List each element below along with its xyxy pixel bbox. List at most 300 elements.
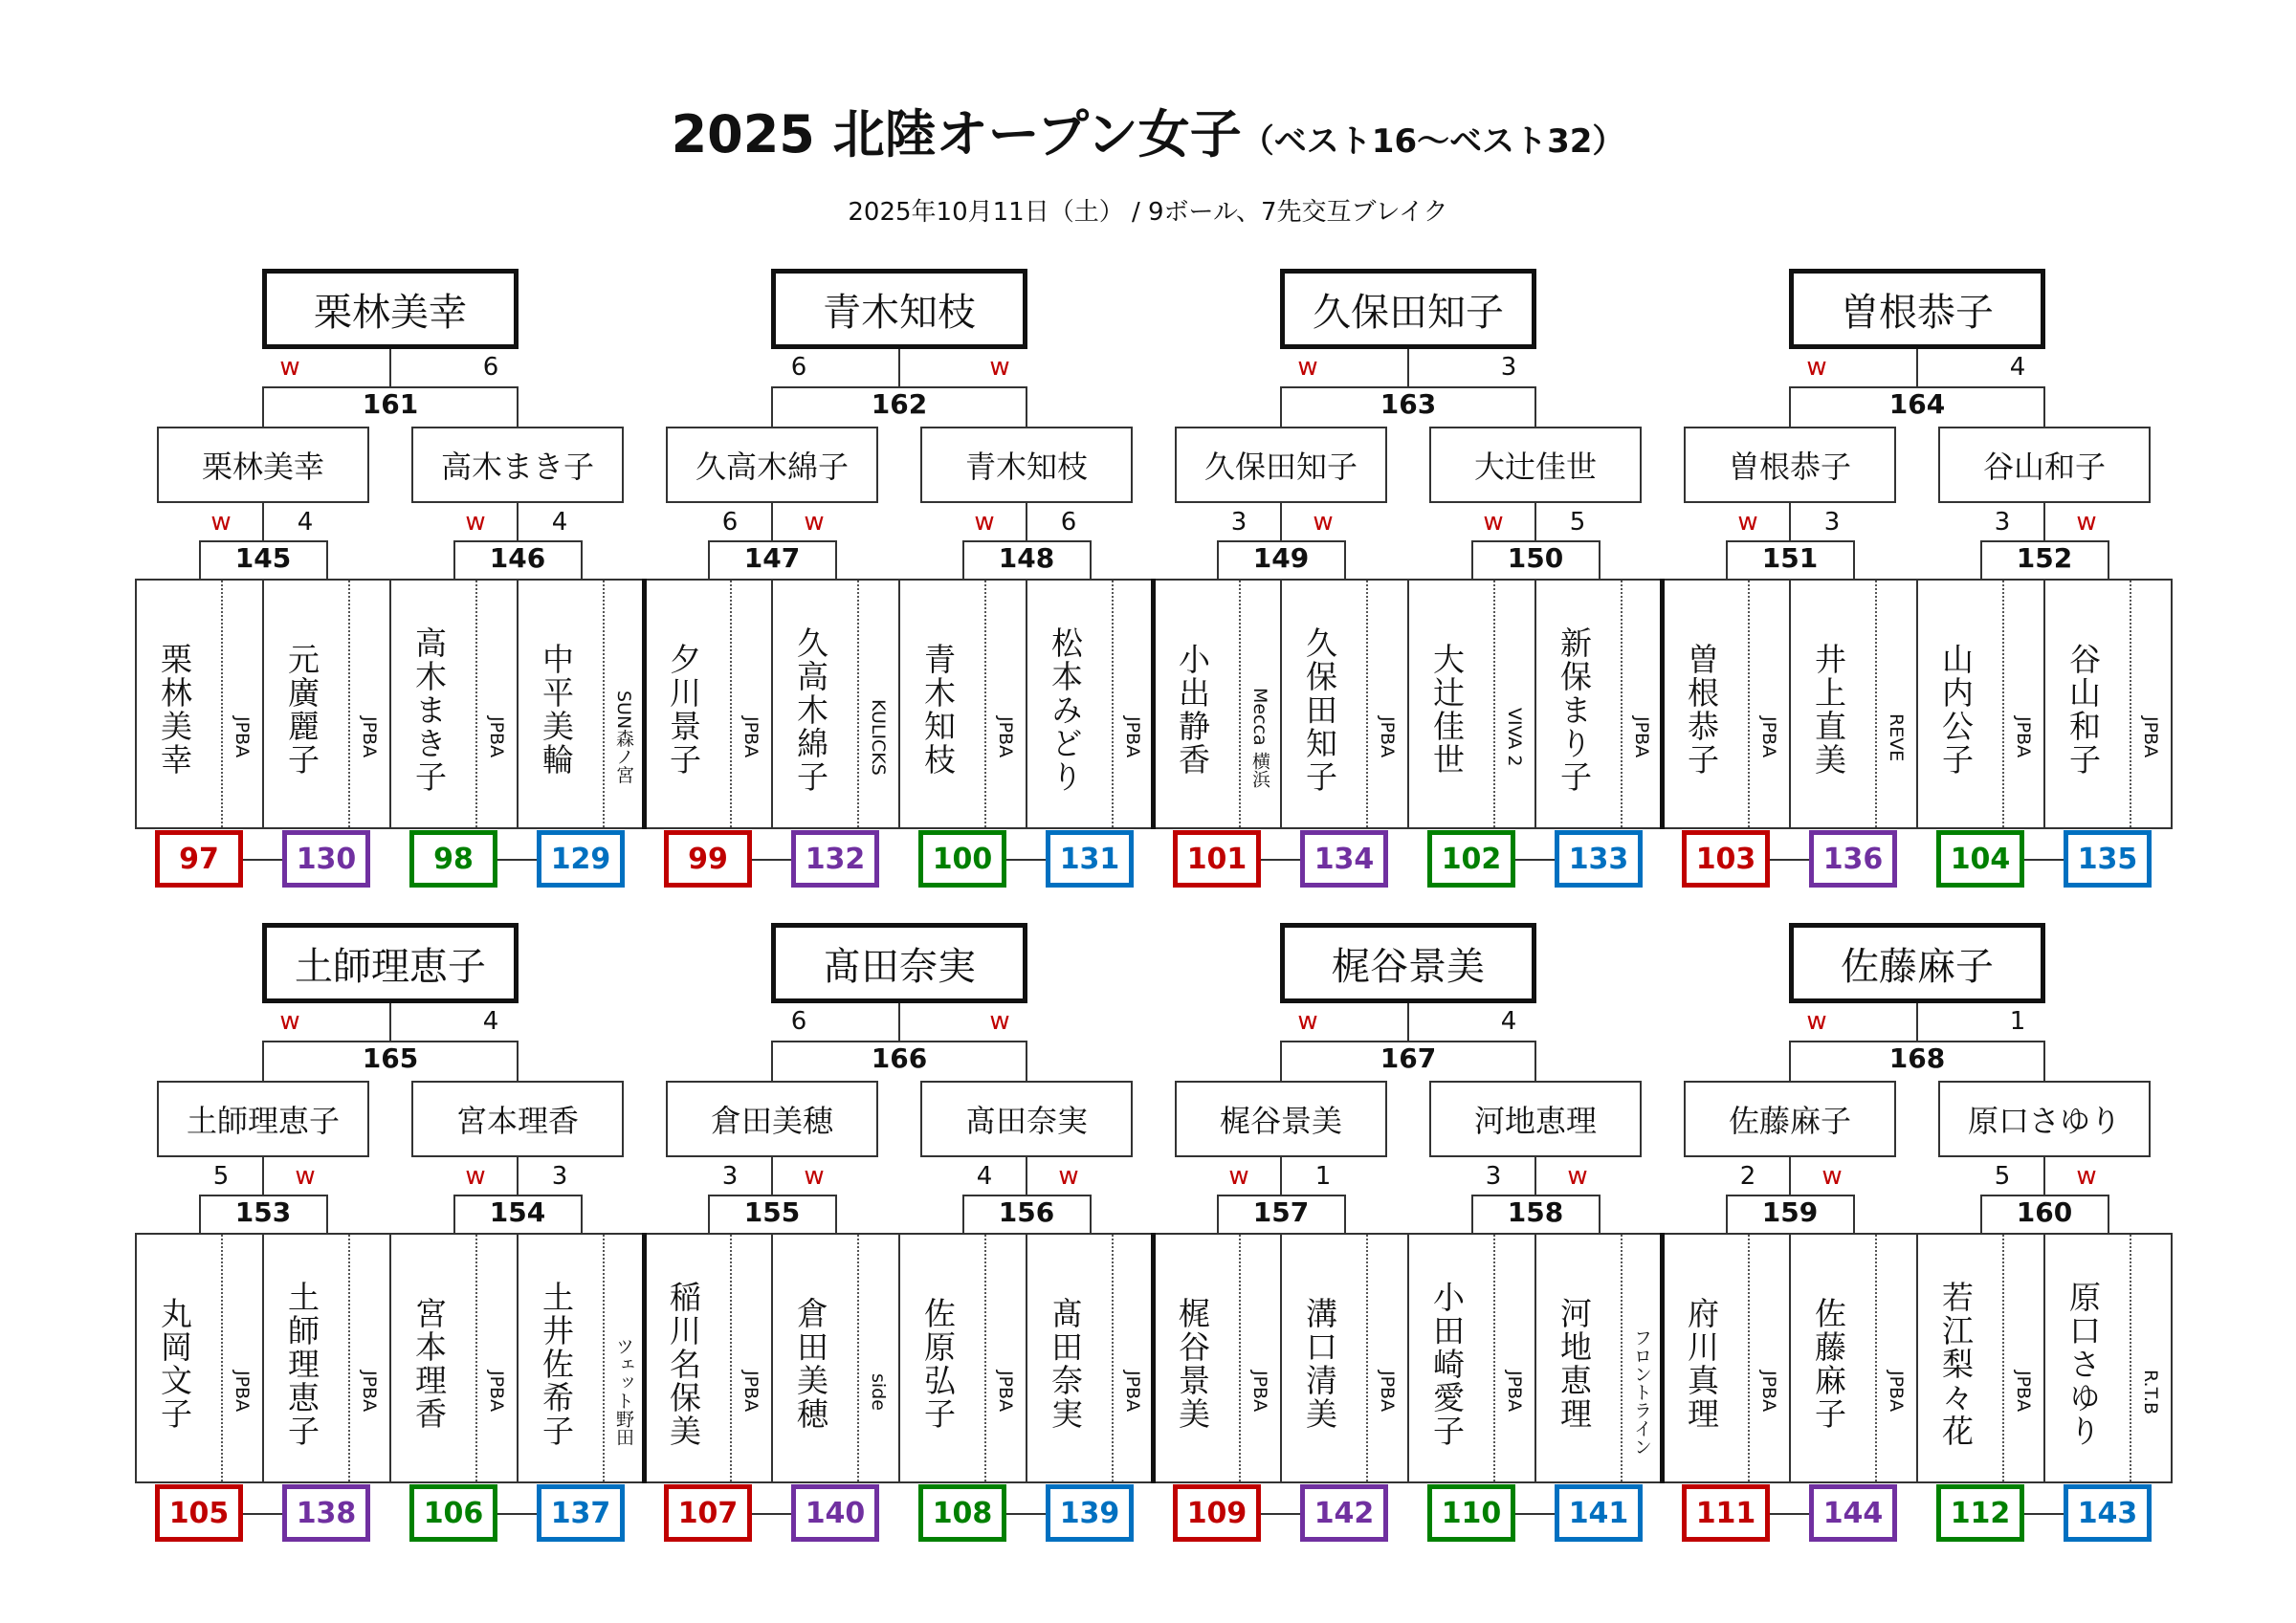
- score-left: 2: [1739, 1162, 1756, 1191]
- player-name: 夕川景子: [665, 643, 702, 777]
- connector-line: [1916, 1003, 1918, 1042]
- connector-line: [1261, 859, 1300, 861]
- player-name: 山内公子: [1937, 643, 1975, 777]
- player-club: JPBA: [1504, 1371, 1525, 1413]
- score-right: w: [2076, 508, 2097, 537]
- connector-line: [581, 1195, 583, 1233]
- block-divider: [1151, 579, 1156, 829]
- column-divider: [1366, 581, 1368, 827]
- connector-line: [2043, 1157, 2045, 1195]
- connector-line: [1534, 1157, 1536, 1195]
- table-divider: [1407, 579, 1409, 829]
- match-number-box[interactable]: 111: [1682, 1484, 1770, 1542]
- match-number: 158: [1497, 1196, 1574, 1229]
- match-number-box[interactable]: 101: [1173, 830, 1261, 888]
- player-club: JPBA: [2013, 1371, 2034, 1413]
- match-number-box[interactable]: 139: [1046, 1484, 1134, 1542]
- table-divider: [771, 579, 773, 829]
- connector-line: [1789, 1041, 1791, 1081]
- score-left: w: [465, 1162, 486, 1191]
- player-name: 土井佐希子: [538, 1280, 575, 1448]
- table-divider: [1534, 579, 1536, 829]
- match-number-box[interactable]: 131: [1046, 830, 1134, 888]
- table-divider: [517, 579, 519, 829]
- player-club: フロントライン: [1631, 1327, 1652, 1456]
- score-left: w: [974, 508, 995, 537]
- player-club: JPBA: [1122, 716, 1143, 758]
- match-number-box[interactable]: 141: [1555, 1484, 1643, 1542]
- connector-line: [1599, 540, 1601, 579]
- score-left: 3: [1485, 1162, 1502, 1191]
- player-name: 大辻佳世: [1428, 643, 1466, 777]
- connector-line: [497, 1513, 537, 1515]
- column-divider: [2002, 1235, 2004, 1481]
- match-number-box[interactable]: 98: [409, 830, 497, 888]
- player-name: 若江梨々花: [1937, 1280, 1975, 1448]
- score-left: w: [279, 353, 300, 382]
- player-club: Mecca 横浜: [1249, 687, 1270, 788]
- connector-line: [262, 1041, 264, 1081]
- player-name: 小田崎愛子: [1428, 1280, 1466, 1448]
- connector-line: [1599, 1195, 1601, 1233]
- connector-line: [708, 1195, 710, 1233]
- column-divider: [1493, 581, 1495, 827]
- player-club: JPBA: [1377, 716, 1398, 758]
- match-number-box[interactable]: 108: [918, 1484, 1006, 1542]
- column-divider: [984, 581, 986, 827]
- player-name: 溝口清美: [1301, 1297, 1338, 1431]
- semifinal-box: 土師理恵子: [157, 1081, 369, 1157]
- connector-line: [771, 503, 773, 541]
- connector-line: [262, 1157, 264, 1195]
- connector-line: [1280, 386, 1282, 427]
- match-number-box[interactable]: 129: [537, 830, 625, 888]
- match-number-box[interactable]: 130: [282, 830, 370, 888]
- table-divider: [389, 1233, 391, 1483]
- connector-line: [2043, 386, 2045, 427]
- block-divider: [642, 579, 647, 829]
- player-name: 河地恵理: [1556, 1297, 1593, 1431]
- semifinal-box: 青木知枝: [920, 427, 1133, 503]
- score-right: 4: [297, 508, 314, 537]
- match-number-box[interactable]: 144: [1809, 1484, 1897, 1542]
- player-club: JPBA: [995, 1371, 1016, 1413]
- table-divider: [1916, 1233, 1918, 1483]
- score-left: w: [1483, 508, 1504, 537]
- column-divider: [221, 581, 223, 827]
- match-number-box[interactable]: 103: [1682, 830, 1770, 888]
- connector-line: [1280, 1041, 1282, 1081]
- table-divider: [517, 1233, 519, 1483]
- connector-line: [262, 503, 264, 541]
- score-right: w: [1058, 1162, 1079, 1191]
- connector-line: [2024, 859, 2064, 861]
- connector-line: [1280, 503, 1282, 541]
- semifinal-box: 栗林美幸: [157, 427, 369, 503]
- block-divider: [1660, 579, 1665, 829]
- semifinal-box: 谷山和子: [1938, 427, 2151, 503]
- score-left: 6: [790, 1007, 807, 1036]
- score-right: 5: [1569, 508, 1586, 537]
- score-right: 3: [551, 1162, 568, 1191]
- score-left: w: [1297, 1007, 1318, 1036]
- player-club: JPBA: [1631, 716, 1652, 758]
- connector-line: [326, 540, 328, 579]
- score-right: w: [804, 508, 825, 537]
- table-divider: [1280, 579, 1282, 829]
- player-club: JPBA: [232, 716, 253, 758]
- semifinal-box: 高木まき子: [411, 427, 624, 503]
- score-right: 4: [2009, 353, 2026, 382]
- column-divider: [730, 1235, 732, 1481]
- score-left: w: [210, 508, 232, 537]
- match-number: 149: [1243, 542, 1319, 575]
- match-number: 155: [734, 1196, 810, 1229]
- page-subtitle: 2025年10月11日（土） / 9ボール、7先交互ブレイク: [848, 198, 1448, 227]
- connector-line: [898, 1003, 900, 1042]
- player-club: JPBA: [1758, 716, 1779, 758]
- column-divider: [857, 1235, 859, 1481]
- match-number: 156: [988, 1196, 1065, 1229]
- connector-line: [962, 1195, 964, 1233]
- match-number: 161: [352, 388, 429, 421]
- block-winner-box: 栗林美幸: [262, 269, 519, 349]
- match-number: 154: [479, 1196, 556, 1229]
- player-club: JPBA: [1377, 1371, 1398, 1413]
- column-divider: [348, 1235, 350, 1481]
- player-name: 高木まき子: [410, 625, 448, 794]
- column-divider: [475, 581, 477, 827]
- player-club: JPBA: [359, 1371, 380, 1413]
- match-number: 166: [861, 1042, 938, 1075]
- player-name: 佐原弘子: [919, 1297, 957, 1431]
- connector-line: [1534, 503, 1536, 541]
- connector-line: [1770, 859, 1809, 861]
- player-name: 土師理恵子: [283, 1280, 320, 1448]
- table-divider: [2043, 1233, 2045, 1483]
- score-right: 6: [1060, 508, 1077, 537]
- player-club: R.T.B: [2140, 1369, 2161, 1415]
- column-divider: [603, 1235, 605, 1481]
- column-divider: [1239, 581, 1241, 827]
- match-number-box[interactable]: 97: [155, 830, 243, 888]
- table-divider: [898, 1233, 900, 1483]
- connector-line: [517, 386, 519, 427]
- score-left: w: [465, 508, 486, 537]
- connector-line: [898, 349, 900, 387]
- connector-line: [771, 1157, 773, 1195]
- player-name: 丸岡文子: [156, 1297, 193, 1431]
- score-right: 3: [1823, 508, 1841, 537]
- player-name: 元廣麗子: [283, 643, 320, 777]
- player-name: 久高木綿子: [792, 625, 829, 794]
- player-club: JPBA: [486, 716, 507, 758]
- score-right: w: [1313, 508, 1334, 537]
- player-club: JPBA: [740, 716, 762, 758]
- match-number-box[interactable]: 138: [282, 1484, 370, 1542]
- connector-line: [1853, 1195, 1855, 1233]
- score-left: 6: [790, 353, 807, 382]
- player-name: 梶谷景美: [1174, 1297, 1211, 1431]
- score-left: w: [1737, 508, 1758, 537]
- match-number-box[interactable]: 132: [791, 830, 879, 888]
- column-divider: [1112, 581, 1114, 827]
- connector-line: [1026, 1157, 1027, 1195]
- connector-line: [708, 540, 710, 579]
- connector-line: [199, 540, 201, 579]
- score-right: w: [295, 1162, 316, 1191]
- match-number: 150: [1497, 542, 1574, 575]
- match-number-box[interactable]: 112: [1936, 1484, 2024, 1542]
- connector-line: [453, 540, 455, 579]
- column-divider: [475, 1235, 477, 1481]
- match-number: 168: [1879, 1042, 1955, 1075]
- connector-line: [1026, 503, 1027, 541]
- connector-line: [1726, 1195, 1728, 1233]
- column-divider: [1621, 1235, 1623, 1481]
- table-divider: [2043, 579, 2045, 829]
- match-number-box[interactable]: 104: [1936, 830, 2024, 888]
- semifinal-box: 倉田美穂: [666, 1081, 878, 1157]
- player-club: JPBA: [232, 1371, 253, 1413]
- score-left: w: [1228, 1162, 1249, 1191]
- match-number: 145: [225, 542, 301, 575]
- connector-line: [1261, 1513, 1300, 1515]
- connector-line: [1280, 1157, 1282, 1195]
- match-number-box[interactable]: 109: [1173, 1484, 1261, 1542]
- block-winner-box: 梶谷景美: [1280, 923, 1536, 1003]
- connector-line: [517, 1041, 519, 1081]
- player-name: 稲川名保美: [665, 1280, 702, 1448]
- column-divider: [1748, 581, 1750, 827]
- column-divider: [2130, 581, 2131, 827]
- connector-line: [1006, 1513, 1046, 1515]
- player-club: JPBA: [995, 716, 1016, 758]
- connector-line: [1407, 1003, 1409, 1042]
- score-left: 6: [721, 508, 739, 537]
- player-club: JPBA: [2140, 716, 2161, 758]
- connector-line: [389, 1003, 391, 1042]
- player-club: SUN森ノ宮: [613, 691, 634, 784]
- column-divider: [1875, 1235, 1877, 1481]
- connector-line: [1217, 540, 1219, 579]
- match-number: 148: [988, 542, 1065, 575]
- connector-line: [497, 859, 537, 861]
- connector-line: [1026, 1041, 1027, 1081]
- player-name: 青木知枝: [919, 643, 957, 777]
- match-number-box[interactable]: 133: [1555, 830, 1643, 888]
- connector-line: [1534, 386, 1536, 427]
- player-name: 井上直美: [1810, 643, 1847, 777]
- connector-line: [1471, 540, 1473, 579]
- semifinal-box: 河地恵理: [1429, 1081, 1642, 1157]
- score-left: w: [279, 1007, 300, 1036]
- match-number: 147: [734, 542, 810, 575]
- player-name: 宮本理香: [410, 1297, 448, 1431]
- block-divider: [642, 1233, 647, 1483]
- score-right: 3: [1500, 353, 1517, 382]
- table-divider: [1280, 1233, 1282, 1483]
- connector-line: [2043, 1041, 2045, 1081]
- match-number-box[interactable]: 102: [1427, 830, 1515, 888]
- match-number-box[interactable]: 143: [2064, 1484, 2152, 1542]
- connector-line: [1789, 503, 1791, 541]
- connector-line: [2108, 1195, 2109, 1233]
- column-divider: [857, 581, 859, 827]
- connector-line: [453, 1195, 455, 1233]
- match-number-box[interactable]: 134: [1300, 830, 1388, 888]
- connector-line: [1980, 1195, 1982, 1233]
- table-border: [135, 579, 137, 829]
- connector-line: [771, 386, 773, 427]
- match-number-box[interactable]: 142: [1300, 1484, 1388, 1542]
- semifinal-box: 大辻佳世: [1429, 427, 1642, 503]
- player-name: 曽根恭子: [1683, 643, 1720, 777]
- table-divider: [1916, 579, 1918, 829]
- connector-line: [1006, 859, 1046, 861]
- match-number-box[interactable]: 105: [155, 1484, 243, 1542]
- semifinal-box: 梶谷景美: [1175, 1081, 1387, 1157]
- player-name: 久保田知子: [1301, 625, 1338, 794]
- connector-line: [771, 1041, 773, 1081]
- column-divider: [2002, 581, 2004, 827]
- connector-line: [1515, 859, 1555, 861]
- player-club: JPBA: [1886, 1371, 1907, 1413]
- connector-line: [1980, 540, 1982, 579]
- block-winner-box: 曽根恭子: [1789, 269, 2045, 349]
- column-divider: [1621, 581, 1623, 827]
- player-club: JPBA: [1758, 1371, 1779, 1413]
- player-club: ツェット野田: [613, 1337, 634, 1446]
- match-number-box[interactable]: 137: [537, 1484, 625, 1542]
- semifinal-box: 佐藤麻子: [1684, 1081, 1896, 1157]
- connector-line: [262, 386, 264, 427]
- block-winner-box: 土師理恵子: [262, 923, 519, 1003]
- match-number-box[interactable]: 135: [2064, 830, 2152, 888]
- match-number: 162: [861, 388, 938, 421]
- connector-line: [1515, 1513, 1555, 1515]
- column-divider: [1875, 581, 1877, 827]
- player-club: JPBA: [740, 1371, 762, 1413]
- title-sub: （ベスト16～ベスト32）: [1241, 122, 1625, 161]
- score-right: w: [804, 1162, 825, 1191]
- connector-line: [517, 1157, 519, 1195]
- connector-line: [1770, 1513, 1809, 1515]
- connector-line: [835, 1195, 837, 1233]
- match-number-box[interactable]: 106: [409, 1484, 497, 1542]
- column-divider: [1366, 1235, 1368, 1481]
- score-left: 3: [721, 1162, 739, 1191]
- column-divider: [730, 581, 732, 827]
- player-name: 中平美輪: [538, 643, 575, 777]
- player-club: JPBA: [359, 716, 380, 758]
- player-name: 佐藤麻子: [1810, 1297, 1847, 1431]
- player-name: 栗林美幸: [156, 643, 193, 777]
- table-border: [135, 1233, 137, 1483]
- connector-line: [1344, 540, 1346, 579]
- match-number: 163: [1370, 388, 1446, 421]
- table-divider: [1407, 1233, 1409, 1483]
- connector-line: [2043, 503, 2045, 541]
- table-divider: [1534, 1233, 1536, 1483]
- match-number: 165: [352, 1042, 429, 1075]
- table-divider: [1026, 579, 1027, 829]
- table-divider: [389, 579, 391, 829]
- player-club: REVE: [1886, 713, 1907, 762]
- column-divider: [603, 581, 605, 827]
- column-divider: [2130, 1235, 2131, 1481]
- player-name: 小出静香: [1174, 643, 1211, 777]
- match-number: 160: [2006, 1196, 2083, 1229]
- match-number-box[interactable]: 110: [1427, 1484, 1515, 1542]
- score-right: 6: [482, 353, 499, 382]
- score-right: w: [2076, 1162, 2097, 1191]
- match-number: 159: [1752, 1196, 1828, 1229]
- player-name: 谷山和子: [2064, 643, 2102, 777]
- score-right: 4: [551, 508, 568, 537]
- connector-line: [517, 503, 519, 541]
- match-number-box[interactable]: 136: [1809, 830, 1897, 888]
- score-left: w: [1806, 353, 1827, 382]
- table-divider: [262, 579, 264, 829]
- connector-line: [1026, 386, 1027, 427]
- connector-line: [326, 1195, 328, 1233]
- match-number-box[interactable]: 140: [791, 1484, 879, 1542]
- column-divider: [221, 1235, 223, 1481]
- player-name: 倉田美穂: [792, 1297, 829, 1431]
- match-number: 157: [1243, 1196, 1319, 1229]
- table-divider: [771, 1233, 773, 1483]
- semifinal-box: 曽根恭子: [1684, 427, 1896, 503]
- table-divider: [1026, 1233, 1027, 1483]
- connector-line: [752, 859, 791, 861]
- table-divider: [1789, 1233, 1791, 1483]
- connector-line: [1726, 540, 1728, 579]
- player-name: 髙田奈実: [1047, 1297, 1084, 1431]
- connector-line: [243, 859, 282, 861]
- score-right: w: [1821, 1162, 1843, 1191]
- connector-line: [1853, 540, 1855, 579]
- player-name: 松本みどり: [1047, 625, 1084, 794]
- score-right: w: [989, 353, 1010, 382]
- semifinal-box: 久保田知子: [1175, 427, 1387, 503]
- column-divider: [1493, 1235, 1495, 1481]
- player-club: JPBA: [2013, 716, 2034, 758]
- connector-line: [1090, 1195, 1092, 1233]
- block-winner-box: 青木知枝: [771, 269, 1027, 349]
- semifinal-box: 髙田奈実: [920, 1081, 1133, 1157]
- column-divider: [984, 1235, 986, 1481]
- match-number: 167: [1370, 1042, 1446, 1075]
- score-left: 5: [1994, 1162, 2011, 1191]
- match-number: 153: [225, 1196, 301, 1229]
- connector-line: [243, 1513, 282, 1515]
- connector-line: [962, 540, 964, 579]
- connector-line: [752, 1513, 791, 1515]
- match-number-box[interactable]: 100: [918, 830, 1006, 888]
- score-right: 4: [1500, 1007, 1517, 1036]
- column-divider: [1748, 1235, 1750, 1481]
- score-left: 5: [212, 1162, 230, 1191]
- player-name: 原口さゆり: [2064, 1280, 2102, 1448]
- match-number-box[interactable]: 107: [664, 1484, 752, 1542]
- connector-line: [581, 540, 583, 579]
- score-left: 3: [1230, 508, 1247, 537]
- match-number: 151: [1752, 542, 1828, 575]
- table-divider: [262, 1233, 264, 1483]
- connector-line: [1789, 386, 1791, 427]
- match-number-box[interactable]: 99: [664, 830, 752, 888]
